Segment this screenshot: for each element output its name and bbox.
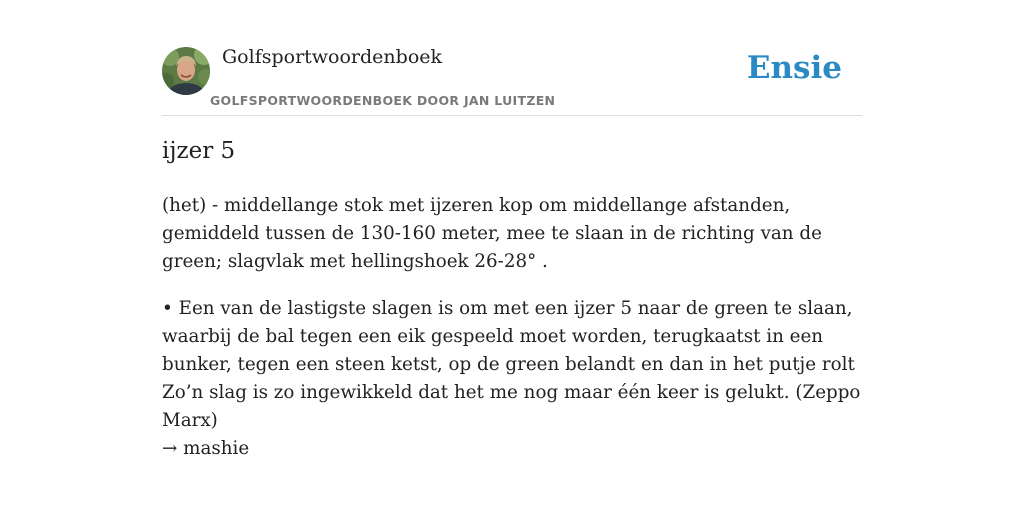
page-container	[162, 0, 862, 459]
brand-logo[interactable]: Ensie	[746, 50, 842, 86]
page-header	[162, 0, 862, 116]
author-avatar[interactable]	[162, 47, 210, 95]
arrow-right-icon: →	[162, 438, 178, 459]
entry-definition: (het) - middellange stok met ijzeren kop om middellange afstanden, gemiddeld tussen de 130-160 meter, mee te slaan in de richting van de green; slagvlak met hellingshoek 26-28° .	[162, 195, 822, 272]
site-title[interactable]: Golfsportwoordenboek	[222, 46, 443, 68]
see-also-link[interactable]: mashie	[183, 438, 250, 459]
entry-title: ijzer 5	[162, 138, 236, 164]
entry-quote: • Een van de lastigste slagen is om met een ijzer 5 naar de green te slaan, waarbij de bal tegen een eik gespeeld moet worden, terugkaatst in een bunker, tegen een steen ketst, op de green belandt en dan in het putje rolt Zo’n slag is zo ingewikkeld dat het me nog maar één keer is gelukt. (Zeppo Marx)	[162, 298, 861, 431]
see-also	[162, 435, 249, 463]
site-subtitle[interactable]: GOLFSPORTWOORDENBOEK DOOR JAN LUITZEN	[210, 93, 556, 108]
author-photo-icon	[162, 47, 210, 95]
